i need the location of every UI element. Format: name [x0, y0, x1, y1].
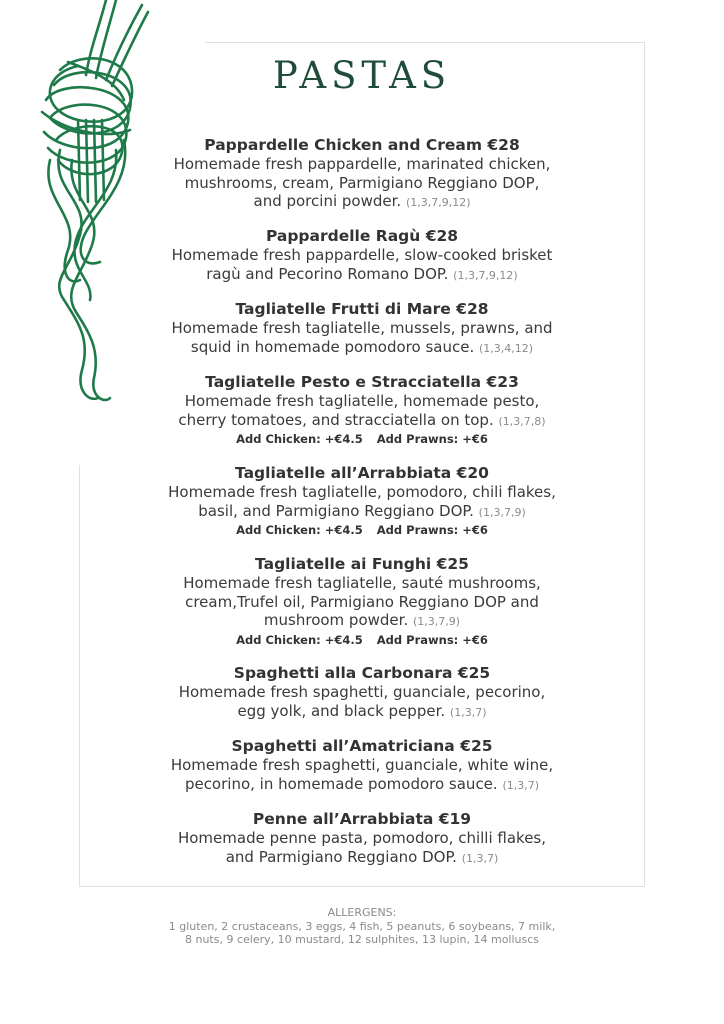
- description-line: mushrooms, cream, Parmigiano Reggiano DOP,: [184, 173, 540, 192]
- addon-chicken: Add Chicken: +€4.5: [236, 523, 363, 537]
- allergen-codes: (1,3,7,9): [478, 505, 526, 519]
- menu-item-description: [140, 246, 584, 285]
- description-text: squid in homemade pomodoro sauce.: [190, 337, 475, 356]
- description-line: [140, 502, 584, 523]
- menu-item-description: [140, 483, 584, 522]
- description-line: Homemade fresh spaghetti, guanciale, pecorino,: [178, 683, 546, 701]
- frame-border-bottom: [79, 886, 645, 887]
- menu-item-title: Tagliatelle all’Arrabbiata €20: [235, 464, 489, 482]
- menu-item-description: [140, 829, 584, 868]
- description-text: ragù and Pecorino Romano DOP.: [206, 264, 449, 283]
- addon-chicken: Add Chicken: +€4.5: [236, 432, 363, 446]
- menu-item: [140, 300, 584, 373]
- menu-item: [140, 464, 584, 555]
- menu-item-description: [140, 683, 584, 722]
- frame-border-right: [644, 42, 645, 886]
- description-line: [140, 265, 584, 286]
- menu-item: [140, 227, 584, 300]
- menu-item-addons: [140, 431, 584, 448]
- description-line: Homemade fresh tagliatelle, sauté mushrooms,: [183, 574, 541, 592]
- menu-item-title: Spaghetti alla Carbonara €25: [233, 664, 491, 682]
- menu-item-description: [140, 756, 584, 795]
- menu-item: [140, 136, 584, 227]
- description-line: [140, 611, 584, 632]
- allergens-line: 8 nuts, 9 celery, 10 mustard, 12 sulphites, 13 lupin, 14 molluscs: [184, 933, 540, 946]
- allergens-line: 1 gluten, 2 crustaceans, 3 eggs, 4 fish, 5 peanuts, 6 soybeans, 7 milk,: [168, 919, 556, 933]
- description-line: Homemade fresh tagliatelle, mussels, prawns, and: [171, 319, 553, 337]
- menu-item-addons: [140, 522, 584, 539]
- menu-item-title: Pappardelle Chicken and Cream €28: [204, 136, 520, 154]
- description-line: Homemade fresh pappardelle, marinated chicken,: [173, 155, 551, 173]
- allergen-codes: (1,3,7): [502, 778, 540, 792]
- addon-prawns: Add Prawns: +€6: [376, 523, 488, 537]
- description-line: [140, 338, 584, 359]
- menu-item: [140, 373, 584, 464]
- menu-item-title: Penne all’Arrabbiata €19: [252, 810, 472, 828]
- allergen-codes: (1,3,7,8): [498, 414, 546, 428]
- description-line: Homemade penne pasta, pomodoro, chilli flakes,: [177, 829, 547, 847]
- menu-item-description: [140, 392, 584, 431]
- description-line: [140, 848, 584, 869]
- allergen-codes: (1,3,7,9,12): [405, 196, 471, 209]
- addon-prawns: Add Prawns: +€6: [376, 432, 488, 446]
- description-text: egg yolk, and black pepper.: [237, 701, 446, 720]
- description-text: mushroom powder.: [263, 611, 409, 629]
- frame-border-left: [79, 465, 80, 886]
- menu-item-description: [140, 319, 584, 358]
- description-line: [140, 192, 584, 213]
- description-line: [140, 775, 584, 796]
- menu-item-title: Tagliatelle Pesto e Stracciatella €23: [205, 373, 519, 391]
- allergen-codes: (1,3,7): [449, 705, 487, 719]
- menu-item: [140, 737, 584, 810]
- description-text: and porcini powder.: [253, 192, 402, 210]
- description-text: pecorino, in homemade pomodoro sauce.: [184, 774, 498, 793]
- allergens-legend: [0, 906, 724, 947]
- menu-item-addons: [140, 632, 584, 649]
- menu-items: [140, 136, 584, 870]
- description-line: cream,Trufel oil, Parmigiano Reggiano DOP and: [185, 592, 539, 611]
- menu-item-title: Tagliatelle Frutti di Mare €28: [235, 300, 489, 318]
- description-text: basil, and Parmigiano Reggiano DOP.: [198, 501, 474, 520]
- allergens-heading: ALLERGENS:: [327, 906, 397, 919]
- allergen-codes: (1,3,7,9,12): [453, 268, 518, 282]
- addon-prawns: Add Prawns: +€6: [376, 632, 488, 647]
- description-line: [140, 702, 584, 723]
- description-line: [140, 411, 584, 432]
- page-title: PASTAS: [272, 54, 452, 97]
- description-text: cherry tomatoes, and stracciatella on top.: [178, 410, 494, 429]
- description-line: Homemade fresh tagliatelle, homemade pesto,: [184, 392, 540, 410]
- menu-item: [140, 810, 584, 870]
- menu-item-description: [140, 574, 584, 632]
- menu-item-description: [140, 155, 584, 213]
- menu-item-title: Tagliatelle ai Funghi €25: [255, 555, 469, 573]
- description-line: Homemade fresh spaghetti, guanciale, white wine,: [170, 756, 554, 774]
- description-line: Homemade fresh tagliatelle, pomodoro, chili flakes,: [168, 483, 556, 501]
- frame-border-top: [205, 42, 645, 43]
- allergen-codes: (1,3,7,9): [413, 615, 461, 628]
- menu-item-title: Pappardelle Ragù €28: [265, 227, 459, 245]
- menu-item: [140, 664, 584, 737]
- menu-item: [140, 555, 584, 664]
- addon-chicken: Add Chicken: +€4.5: [236, 632, 363, 647]
- allergen-codes: (1,3,7): [461, 851, 499, 865]
- description-text: and Parmigiano Reggiano DOP.: [225, 847, 457, 866]
- description-line: Homemade fresh pappardelle, slow-cooked brisket: [171, 246, 553, 264]
- allergen-codes: (1,3,4,12): [479, 341, 534, 355]
- menu-item-title: Spaghetti all’Amatriciana €25: [231, 737, 493, 755]
